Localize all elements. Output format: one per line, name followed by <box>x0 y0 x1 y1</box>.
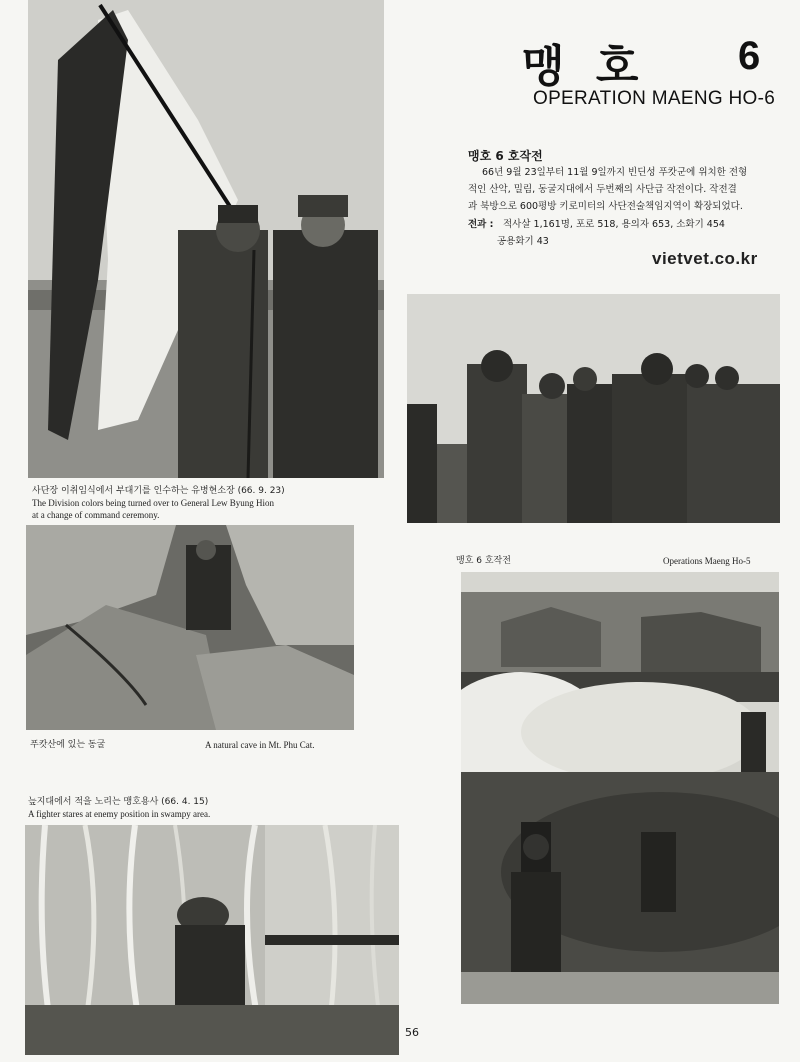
title-english: OPERATION MAENG HO-6 <box>533 88 776 109</box>
title-number: 6 <box>738 34 761 78</box>
caption-natural-cave-ko: 푸캇산에 있는 동굴 <box>30 740 106 750</box>
watermark: vietvet.co.kr <box>652 249 758 268</box>
operation-heading: 맹호 6 호작전 <box>468 149 543 163</box>
photo-colors-ceremony <box>28 0 384 478</box>
results-text: 공용화기 43 <box>497 236 549 247</box>
title-korean: 맹 호 <box>522 41 647 92</box>
photo-village-smoke <box>461 572 779 1004</box>
caption-village-smoke-en: Operations Maeng Ho-5 <box>663 556 751 566</box>
caption-village-smoke-ko: 맹호 6 호작전 <box>456 556 511 566</box>
caption-colors-ceremony-en: The Division colors being turned over to General Lew Byung Hion <box>32 498 274 508</box>
description-line: 적인 산악, 밀림, 동굴지대에서 두번째의 사단급 작전이다. 작전결 <box>468 184 737 195</box>
photo-natural-cave <box>26 525 354 730</box>
operation-description <box>468 164 780 215</box>
caption-swamp-fighter-en: A fighter stares at enemy position in swampy area. <box>28 809 211 819</box>
description-line: 66년 9월 23일부터 11월 9일까지 빈딘성 푸캇군에 위치한 전형 <box>482 167 748 178</box>
page-number: 56 <box>405 1026 419 1039</box>
caption-colors-ceremony-en: at a change of command ceremony. <box>32 510 160 520</box>
description-line: 과 북방으로 600평방 키로미터의 사단전술책임지역이 확장되었다. <box>468 201 743 212</box>
caption-natural-cave-en: A natural cave in Mt. Phu Cat. <box>205 740 315 750</box>
caption-colors-ceremony-ko: 사단장 이취임식에서 부대기를 인수하는 유병현소장 (66. 9. 23) <box>32 486 285 496</box>
photo-swamp-fighter <box>25 825 399 1055</box>
caption-swamp-fighter-ko: 늪지대에서 적을 노리는 맹호용사 (66. 4. 15) <box>28 797 209 807</box>
results-label: 전과 : <box>468 219 494 230</box>
results-text: 적사살 1,161명, 포로 518, 용의자 653, 소화기 454 <box>503 219 725 230</box>
photo-soldiers-advance <box>407 294 780 523</box>
